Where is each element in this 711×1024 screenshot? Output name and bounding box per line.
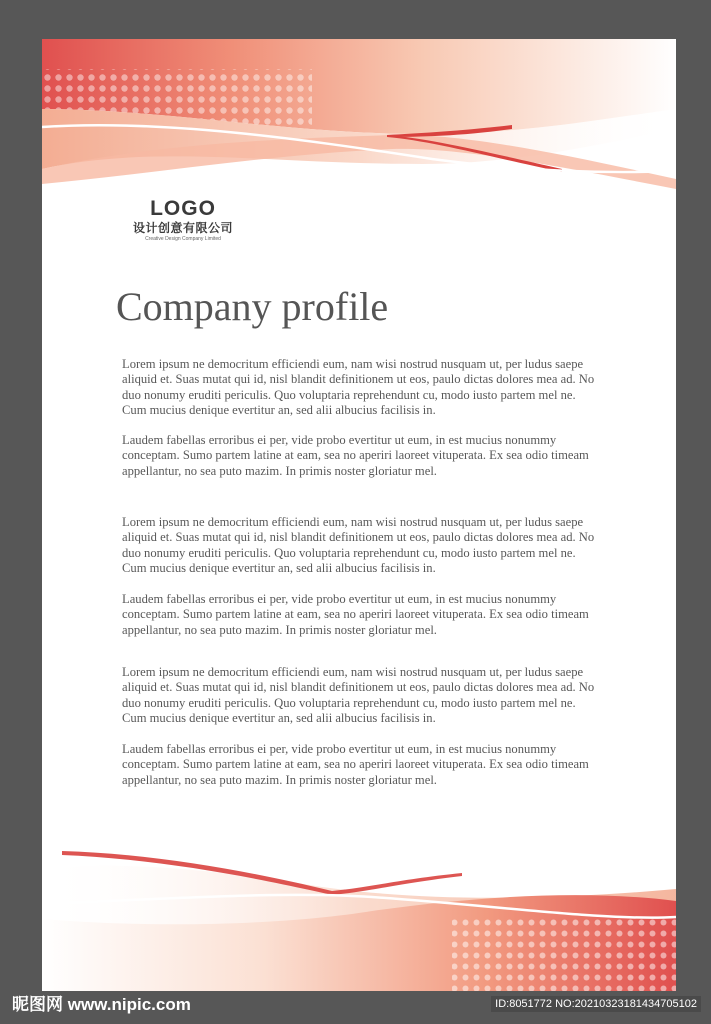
watermark-id: ID:8051772 NO:20210323181434705102 xyxy=(491,996,701,1012)
paragraph-5: Lorem ipsum ne democritum efficiendi eum, nam wisi nostrud nusquam ut, per ludus saepe aliquid et. Suas mutat qui id, nisl blandit definitionem ut eos, paulo dictas dolores mea ad. No duo nonumy eruditi periculis. Quo voluptaria reprehendunt cu, modo iusto partem mel ne. Cum mucius denique evertitur an, sed alii albucius facilisis in. xyxy=(122,665,595,725)
logo-chinese-name: 设计创意有限公司 xyxy=(132,221,233,235)
watermark-site: 昵图网 www.nipic.com xyxy=(12,995,191,1014)
company-logo xyxy=(118,197,248,243)
page-title: Company profile xyxy=(116,284,389,329)
logo-english-name: Creative Design Company Limited xyxy=(145,236,221,242)
logo-title: LOGO xyxy=(150,197,216,220)
bottom-wave-decoration xyxy=(42,829,676,991)
paragraph-2: Laudem fabellas erroribus ei per, vide probo evertitur ut eum, in est mucius nonummy conceptam. Sumo partem latine at eam, sea no aperiri laoreet vituperata. Ex sea odio timeam appellantur, no sea puto mazim. In primis noster gloriatur mel. xyxy=(122,433,589,478)
top-wave-decoration xyxy=(42,39,676,209)
paragraph-4: Laudem fabellas erroribus ei per, vide probo evertitur ut eum, in est mucius nonummy conceptam. Sumo partem latine at eam, sea no aperiri laoreet vituperata. Ex sea odio timeam appellantur, no sea puto mazim. In primis noster gloriatur mel. xyxy=(122,592,589,637)
letterhead-page xyxy=(42,39,676,991)
paragraph-3: Lorem ipsum ne democritum efficiendi eum, nam wisi nostrud nusquam ut, per ludus saepe aliquid et. Suas mutat qui id, nisl blandit definitionem ut eos, paulo dictas dolores mea ad. No duo nonumy eruditi periculis. Quo voluptaria reprehendunt cu, modo iusto partem mel ne. Cum mucius denique evertitur an, sed alii albucius facilisis in. xyxy=(122,515,595,575)
paragraph-6: Laudem fabellas erroribus ei per, vide probo evertitur ut eum, in est mucius nonummy conceptam. Sumo partem latine at eam, sea no aperiri laoreet vituperata. Ex sea odio timeam appellantur, no sea puto mazim. In primis noster gloriatur mel. xyxy=(122,742,589,787)
paragraph-1: Lorem ipsum ne democritum efficiendi eum, nam wisi nostrud nusquam ut, per ludus saepe aliquid et. Suas mutat qui id, nisl blandit definitionem ut eos, paulo dictas dolores mea ad. No duo nonumy eruditi periculis. Quo voluptaria reprehendunt cu, modo iusto partem mel ne. Cum mucius denique evertitur an, sed alii albucius facilisis in. xyxy=(122,357,595,417)
